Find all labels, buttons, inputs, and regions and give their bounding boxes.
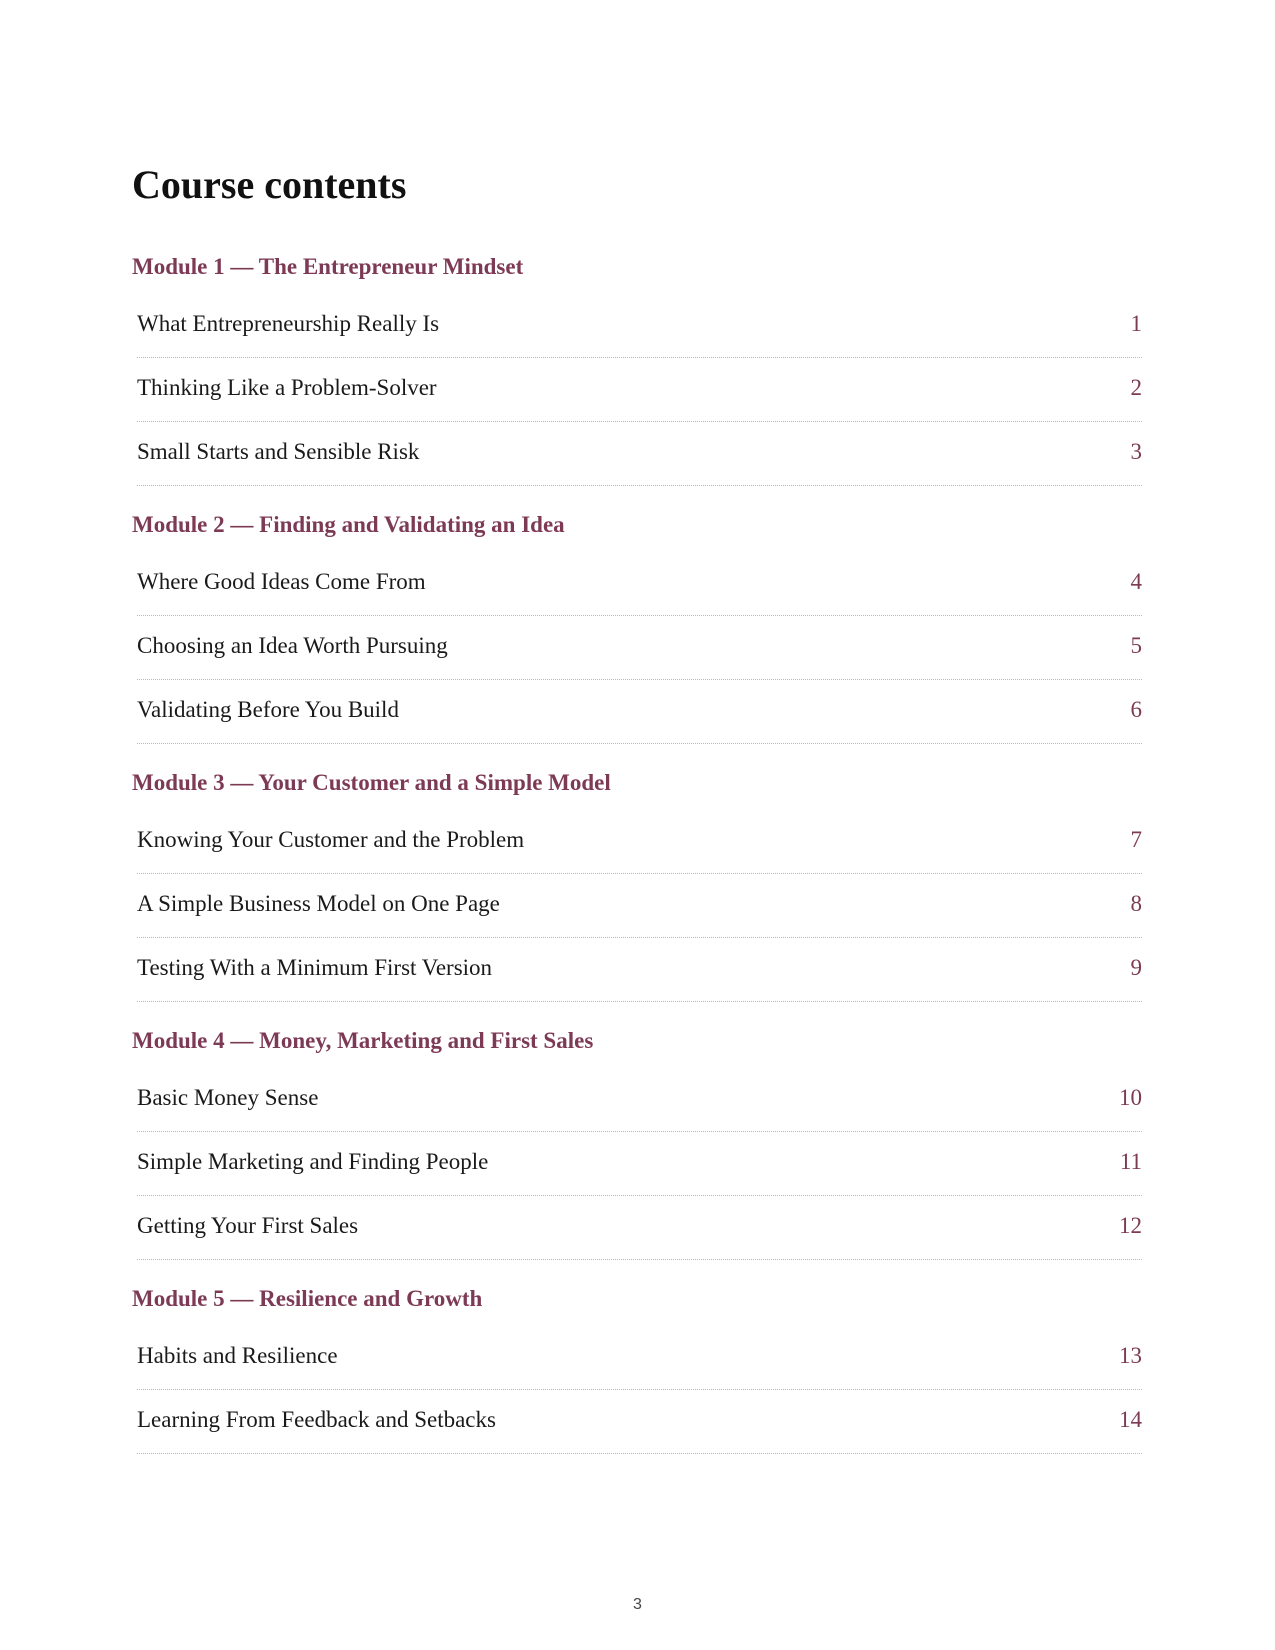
- toc-entry[interactable]: [137, 1326, 1142, 1390]
- module-entries: [132, 294, 1142, 486]
- toc-entry[interactable]: [137, 552, 1142, 616]
- module-heading: Module 5 — Resilience and Growth: [132, 1286, 483, 1311]
- toc-entry-page-number: 14: [1119, 1407, 1142, 1432]
- module-4: [132, 1026, 1142, 1260]
- toc-entry-page-number: 1: [1130, 311, 1142, 336]
- module-3: [132, 768, 1142, 1002]
- toc-entry[interactable]: [137, 1132, 1142, 1196]
- toc-entry[interactable]: [137, 616, 1142, 680]
- toc-entry[interactable]: [137, 874, 1142, 938]
- toc-entry[interactable]: [137, 1196, 1142, 1260]
- toc-entry[interactable]: [137, 810, 1142, 874]
- toc-entry-title: Knowing Your Customer and the Problem: [137, 827, 525, 852]
- toc-entry-page-number: 10: [1119, 1085, 1142, 1110]
- toc-entry-page-number: 5: [1130, 633, 1142, 658]
- toc-entry-title: Choosing an Idea Worth Pursuing: [137, 633, 448, 658]
- module-list: [132, 252, 1142, 1454]
- toc-entry-page-number: 4: [1130, 569, 1142, 594]
- toc-entry-title: Testing With a Minimum First Version: [137, 955, 493, 980]
- toc-entry-page-number: 2: [1130, 375, 1142, 400]
- module-heading: Module 4 — Money, Marketing and First Sales: [132, 1028, 594, 1053]
- toc-entry-title: Thinking Like a Problem-Solver: [137, 375, 437, 400]
- module-entries: [132, 810, 1142, 1002]
- toc-entry[interactable]: [137, 358, 1142, 422]
- toc-entry[interactable]: [137, 938, 1142, 1002]
- toc-entry-title: Small Starts and Sensible Risk: [137, 439, 420, 464]
- toc-entry-title: What Entrepreneurship Really Is: [137, 311, 440, 336]
- module-entries: [132, 552, 1142, 744]
- toc-entry-title: Basic Money Sense: [137, 1085, 319, 1110]
- toc-entry[interactable]: [137, 422, 1142, 486]
- toc-entry-title: Getting Your First Sales: [137, 1213, 359, 1238]
- toc-entry-title: Simple Marketing and Finding People: [137, 1149, 489, 1174]
- toc-entry-title: Learning From Feedback and Setbacks: [137, 1407, 496, 1432]
- toc-entry-page-number: 7: [1130, 827, 1142, 852]
- toc-entry-title: Habits and Resilience: [137, 1343, 338, 1368]
- toc-entry[interactable]: [137, 1068, 1142, 1132]
- module-heading: Module 3 — Your Customer and a Simple Model: [132, 770, 611, 795]
- toc-entry-page-number: 9: [1130, 955, 1142, 980]
- toc-entry-title: A Simple Business Model on One Page: [137, 891, 500, 916]
- module-entries: [132, 1068, 1142, 1260]
- toc-entry-title: Where Good Ideas Come From: [137, 569, 426, 594]
- module-5: [132, 1284, 1142, 1454]
- module-heading: Module 2 — Finding and Validating an Idea: [132, 512, 565, 537]
- module-entries: [132, 1326, 1142, 1454]
- module-2: [132, 510, 1142, 744]
- toc-entry-page-number: 12: [1119, 1213, 1142, 1238]
- toc-entry[interactable]: [137, 294, 1142, 358]
- toc-entry-title: Validating Before You Build: [137, 697, 399, 722]
- toc-entry-page-number: 3: [1130, 439, 1142, 464]
- toc-entry-page-number: 13: [1119, 1343, 1142, 1368]
- toc-entry-page-number: 8: [1130, 891, 1142, 916]
- toc-entry-page-number: 11: [1119, 1149, 1142, 1174]
- module-heading: Module 1 — The Entrepreneur Mindset: [132, 254, 524, 279]
- module-1: [132, 252, 1142, 486]
- toc-entry-page-number: 6: [1130, 697, 1142, 722]
- page-number: 3: [633, 1596, 642, 1613]
- toc-entry[interactable]: [137, 1390, 1142, 1454]
- toc-entry[interactable]: [137, 680, 1142, 744]
- table-of-contents: [132, 160, 1142, 1454]
- page-title: Course contents: [132, 162, 407, 207]
